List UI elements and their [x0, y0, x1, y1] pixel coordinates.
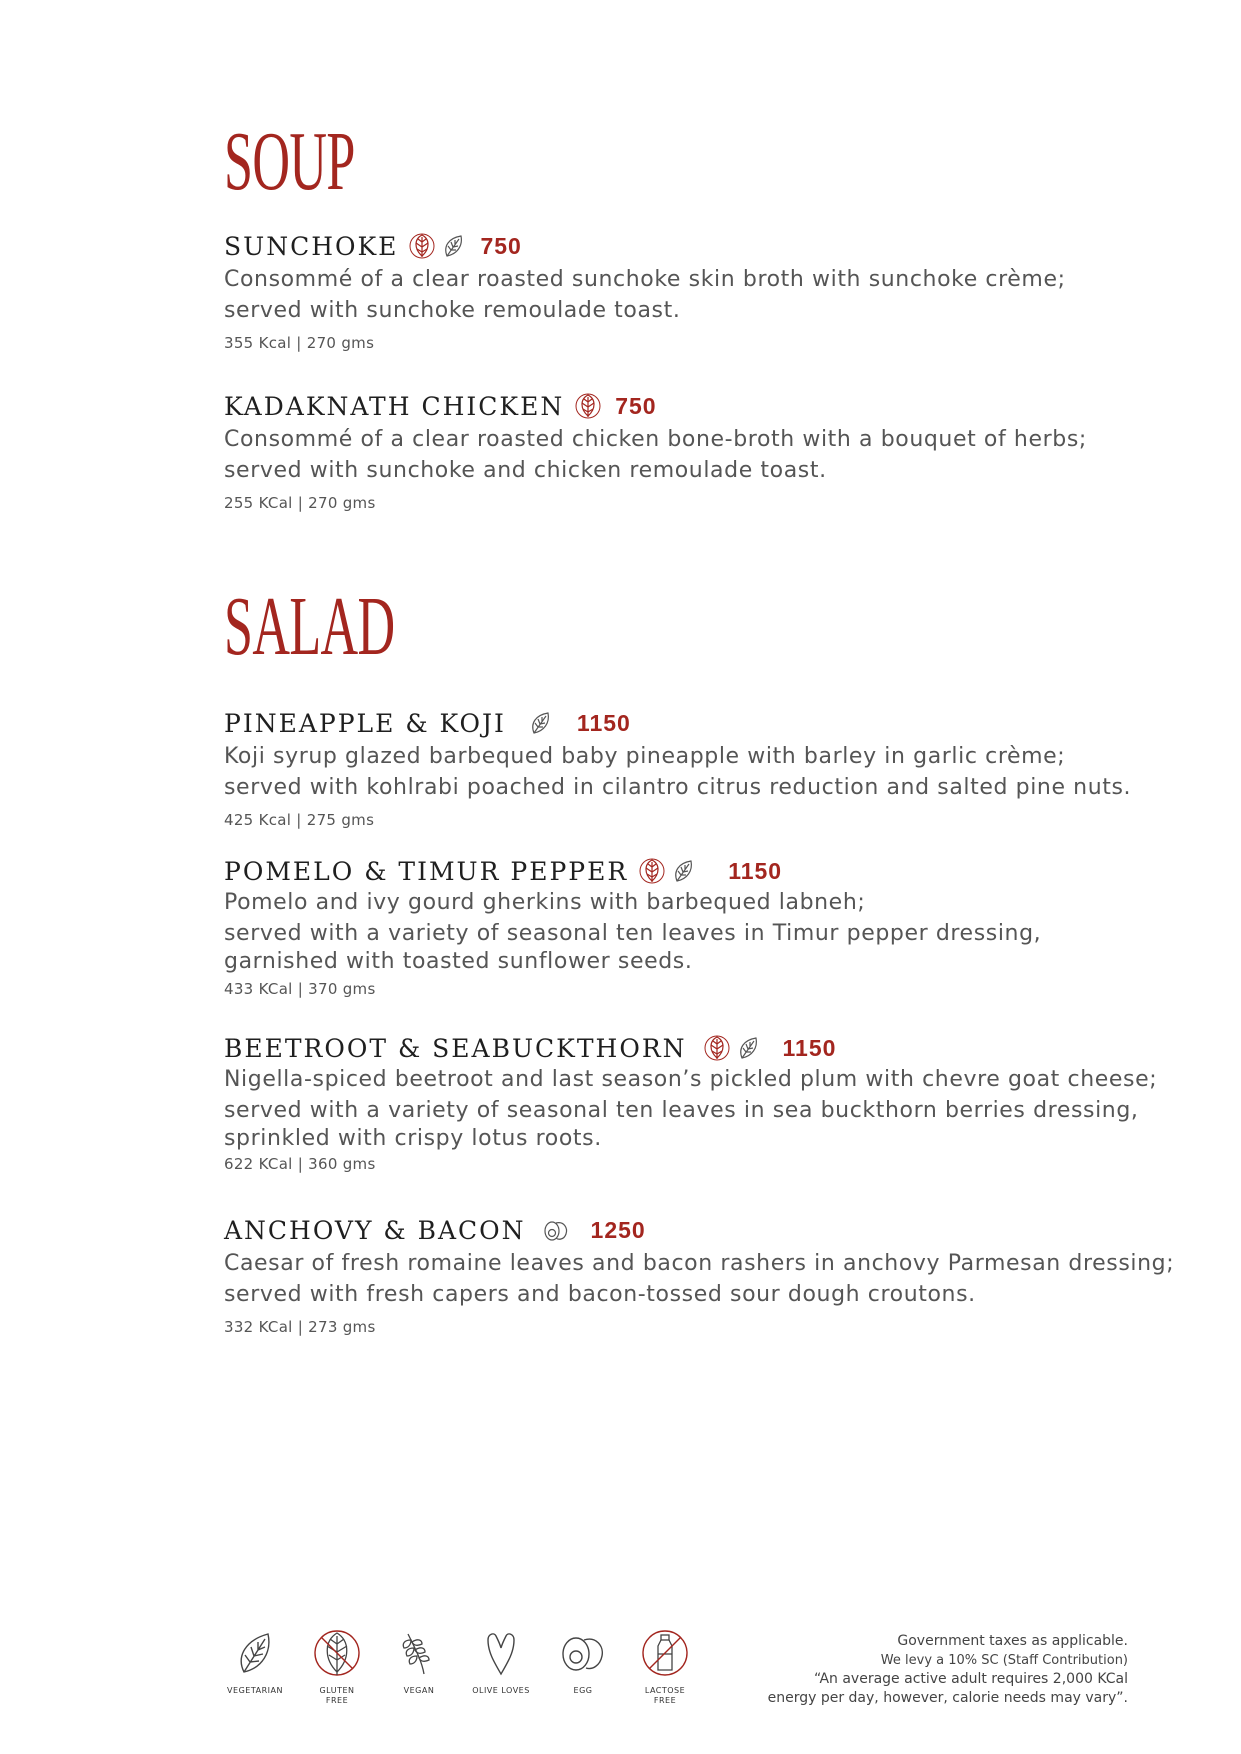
price: 1250 — [590, 1216, 646, 1243]
service-charge-note: We levy a 10% SC (Staff Contribution) — [880, 1653, 1128, 1668]
description-line: served with sunchoke and chicken remoulade toast. — [224, 458, 827, 483]
description-line: Koji syrup glazed barbequed baby pineapple with barley in garlic crème; — [224, 744, 1066, 769]
item-name: PINEAPPLE & KOJI — [224, 708, 506, 738]
section-title-soup: SOUP — [224, 115, 355, 208]
gluten-free-icon — [638, 857, 666, 885]
item-name: ANCHOVY & BACON — [224, 1215, 526, 1245]
menu-item-pineapple-koji — [224, 705, 1184, 829]
legend-olive-loves — [466, 1628, 536, 1696]
item-name: SUNCHOKE — [224, 231, 399, 261]
item-nutrition: 332 KCal | 273 gms — [224, 1318, 376, 1336]
gluten-free-icon — [408, 232, 436, 260]
description-line: served with sunchoke remoulade toast. — [224, 298, 681, 323]
vegetarian-icon — [439, 232, 467, 260]
calorie-note-line1: “An average active adult requires 2,000 KCal — [814, 1671, 1128, 1687]
item-nutrition: 425 Kcal | 275 gms — [224, 811, 375, 829]
description-line: Pomelo and ivy gourd gherkins with barbequed labneh; — [224, 890, 866, 915]
description-line: Nigella-spiced beetroot and last season’s pickled plum with chevre goat cheese; — [224, 1067, 1158, 1092]
legend-label: VEGETARIAN — [227, 1686, 283, 1695]
section-title-salad: SALAD — [224, 580, 395, 673]
vegetarian-icon — [669, 857, 697, 885]
vegetarian-icon — [526, 709, 554, 737]
item-description — [224, 1248, 1184, 1310]
item-nutrition: 622 KCal | 360 gms — [224, 1155, 376, 1173]
price: 1150 — [728, 857, 783, 884]
legend-vegan — [384, 1628, 454, 1696]
calorie-note-line2: energy per day, however, calorie needs may vary”. — [767, 1690, 1128, 1706]
heart-icon — [476, 1628, 526, 1678]
description-line: Caesar of fresh romaine leaves and bacon rashers in anchovy Parmesan dressing; — [224, 1251, 1175, 1276]
gluten-free-icon — [312, 1628, 362, 1678]
gluten-free-icon — [574, 392, 602, 420]
legend-label: VEGAN — [403, 1686, 435, 1695]
description-line: served with kohlrabi poached in cilantro citrus reduction and salted pine nuts. — [224, 775, 1132, 800]
price: 750 — [615, 392, 657, 419]
vegetarian-icon — [230, 1628, 280, 1678]
legend-label: OLIVE LOVES — [472, 1686, 530, 1695]
price: 1150 — [576, 709, 631, 736]
description-line: served with a variety of seasonal ten leaves in sea buckthorn berries dressing, — [224, 1098, 1139, 1123]
egg-icon — [558, 1628, 608, 1678]
dietary-legend — [220, 1628, 712, 1706]
item-name: BEETROOT & SEABUCKTHORN — [224, 1033, 687, 1063]
legend-vegetarian — [220, 1628, 290, 1696]
description-line: Consommé of a clear roasted sunchoke skin broth with sunchoke crème; — [224, 267, 1066, 292]
legend-label: EGG — [573, 1686, 593, 1695]
item-nutrition: 433 KCal | 370 gms — [224, 980, 376, 998]
price: 1150 — [782, 1034, 837, 1061]
legend-gluten-free — [302, 1628, 372, 1706]
menu-item-beetroot-seabuckthorn — [224, 1030, 1184, 1173]
footer-notes — [768, 1632, 1128, 1708]
item-description — [224, 889, 1184, 976]
description-line: served with fresh capers and bacon-tossed sour dough croutons. — [224, 1282, 976, 1307]
item-nutrition: 255 KCal | 270 gms — [224, 494, 376, 512]
description-line: served with a variety of seasonal ten leaves in Timur pepper dressing, — [224, 921, 1042, 946]
legend-label: GLUTEN FREE — [319, 1686, 355, 1705]
menu-item-sunchoke — [224, 228, 1184, 352]
legend-lactose-free — [630, 1628, 700, 1706]
item-description — [224, 741, 1184, 803]
vegan-icon — [394, 1628, 444, 1678]
menu-item-kadaknath-chicken — [224, 388, 1184, 512]
tax-note: Government taxes as applicable. — [897, 1633, 1128, 1649]
legend-label: LACTOSE FREE — [644, 1686, 686, 1705]
description-line: Consommé of a clear roasted chicken bone-broth with a bouquet of herbs; — [224, 427, 1087, 452]
lactose-free-icon — [640, 1628, 690, 1678]
item-name: POMELO & TIMUR PEPPER — [224, 856, 629, 886]
price: 750 — [480, 232, 522, 259]
description-line: garnished with toasted sunflower seeds. — [224, 949, 693, 974]
item-description — [224, 264, 1184, 326]
description-line: sprinkled with crispy lotus roots. — [224, 1126, 602, 1151]
gluten-free-icon — [703, 1034, 731, 1062]
menu-item-anchovy-bacon — [224, 1212, 1184, 1336]
egg-icon — [542, 1216, 570, 1244]
vegetarian-icon — [734, 1034, 762, 1062]
item-nutrition: 355 Kcal | 270 gms — [224, 334, 375, 352]
item-description — [224, 424, 1184, 486]
item-description — [224, 1066, 1184, 1153]
legend-egg — [548, 1628, 618, 1696]
menu-item-pomelo-timur-pepper — [224, 853, 1184, 998]
item-name: KADAKNATH CHICKEN — [224, 391, 565, 421]
